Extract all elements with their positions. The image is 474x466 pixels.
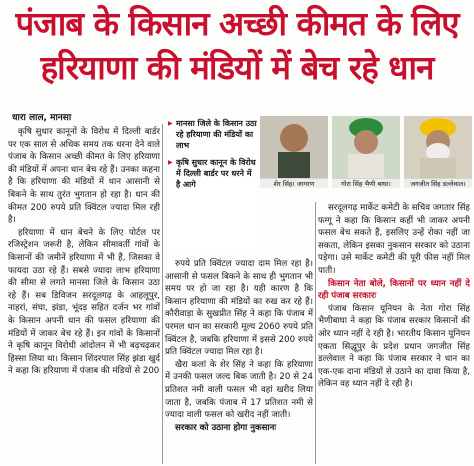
photo-portrait	[332, 116, 400, 188]
callout-item: ▶ मानसा जिले के किसान उठा रहे हरियाणा की मंडियों का लाभ	[168, 118, 258, 151]
paragraph: सरदूलगढ़ मार्केट कमेटी के सचिव जगतार सिंह फग्गू ने कहा कि किसान कहीं भी जाकर अपनी फसल बेच सकते हैं, इसलिए उन्हें रोका नहीं जा सकता, लेकिन इसका नुकसान सरकार को उठाना पड़ेगा। उसे मार्केट कमेटी की पूरी फीस नहीं मिल पाती।	[318, 203, 470, 276]
photo-caption: जगजीत सिंह डल्लेवाल।	[404, 179, 472, 188]
headline-line-1: पंजाब के किसान अच्छी कीमत के लिए	[15, 4, 459, 43]
paragraph: पंजाब किसान यूनियन के नेता गोरा सिंह भैणीबाघा ने कहा कि पंजाब सरकार किसानों की ओर ध्यान नहीं दे रही है। भारतीय किसान यूनियन एकता सिद्धूपुर के प्रदेश प्रधान जगजीत सिंह डल्लेवाल ने कहा कि पंजाब सरकार ने धान का एक-एक दाना मंडियों से उठाने का दावा किया है, लेकिन वह ध्यान नहीं दे रही है।	[318, 303, 470, 390]
article-column-1	[8, 126, 160, 464]
article-column-2	[165, 258, 313, 464]
photo-caption: गोरा सिंह भैणी बाघा।	[332, 179, 400, 188]
byline: धारा लाल, मानसा	[12, 113, 72, 123]
photo-caption: शेर सिंह। जागरण	[260, 179, 328, 188]
photo-portrait	[404, 116, 472, 188]
subhead: किसान नेता बोले, किसानों पर ध्यान नहीं दे रही पंजाब सरकारः	[318, 278, 470, 302]
subhead: सरकार को उठाना होगा नुकसानः	[175, 422, 277, 433]
photo-portrait	[260, 116, 328, 188]
portrait-image	[332, 116, 400, 178]
paragraph: हरियाणा में धान बेचने के लिए पोर्टल पर रजिस्ट्रेशन जरूरी है, लेकिन सीमावर्ती गांवों के किसानों की जमीनें हरियाणा में भी हैं, जिसका वे फायदा उठा रहे हैं। सबसे ज्यादा लाभ हरियाणा की सीमा से लगते मानसा जिले के किसान उठा रहे हैं। सब डिविजन सरदूलगढ़ के आहलूपुर, नाहरां, संघा, झंडा, भूंदड़ सहित दर्जन भर गांवों के किसान अपनी धान की फसल हरियाणा की मंडियों में जाकर बेच रहे हैं। इन गांवों के किसानों ने कृषि कानून विरोधी आंदोलन में भी बढ़चढ़कर हिस्सा लिया था। किसान शिंदरपाल सिंह झंडा खुर्द ने कहा कि हरियाणा में पंजाब की मंडियों से 200	[8, 227, 160, 377]
callout-item: ▶ कृषि सुधार कानून के विरोध में दिल्ली बार्डर पर धरने में है आगे	[168, 157, 258, 190]
headline-line-2: हरियाणा की मंडियों में बेच रहे धान	[40, 48, 434, 87]
highlights-callout	[168, 118, 258, 250]
paragraph: खैरा कलां के शेर सिंह ने कहा कि हरियाणा में उनकी फसल जल्द बिक जाती है। 20 से 24 प्रतिशत नमी वाली फसल भी वहां खरीद लिया जाता है, जबकि पंजाब में 17 प्रतिशत नमी से ज्यादा वाली फसल को खरीद नहीं जाती।	[165, 359, 313, 421]
column-divider	[162, 124, 163, 464]
article-column-3	[318, 202, 470, 464]
paragraph: रुपये प्रति क्विंटल ज्यादा दाम मिल रहा है। आसानी से फसल बिकने के साथ ही भुगतान भी समय पर हो जा रहा है। यही कारण है कि किसान हरियाणा की मंडियों का रुख कर रहे हैं। कौरीवाड़ा के सुखप्रीत सिंह ने कहा कि पंजाब में परमल धान का सरकारी मूल्य 2060 रुपये प्रति क्विंटल है, जबकि हरियाणा में इससे 200 रुपये प्रति क्विंटल ज्यादा मिल रहा है।	[165, 259, 313, 358]
column-divider	[315, 202, 316, 464]
portrait-image	[404, 116, 472, 178]
portrait-image	[260, 116, 328, 178]
photo-strip	[260, 116, 472, 200]
paragraph: कृषि सुधार कानूनों के विरोध में दिल्ली बार्डर पर एक साल से अधिक समय तक धरना देने वाले पंजाब के किसान अच्छी कीमत के लिए हरियाणा की मंडियों में अपना धान बेच रहे हैं। उनका कहना है कि हरियाणा की मंडियों में धान आसानी से बिकने के साथ तुरंत भुगतान हो रहा है। धान की कीमत 200 रुपये प्रति क्विंटल ज्यादा मिल रही है।	[8, 127, 160, 226]
